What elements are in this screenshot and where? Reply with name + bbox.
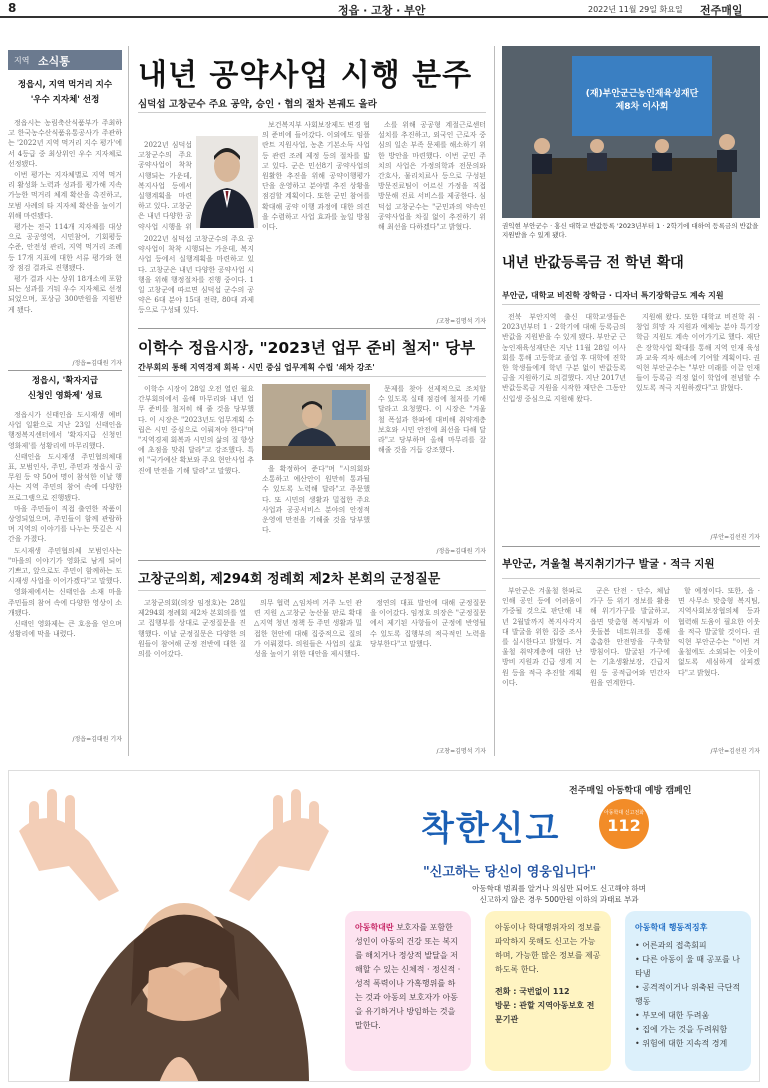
jeongeup-body-col1: 이학수 시장이 28일 오전 열린 월요 간부회의에서 올해 마무리와 내년 업무 준비를 철저히 해 줄 것을 당부했다. 이 시장은 "2023년도 업무계획 수립은 시민 중심으로 이뤄져야 한다"며 "지역경제 회복과 시민의 삶의 질 향상에 초점을 맞춰 달라"고 강조했다. 특히 "국가예산 확보와 주요 현안사업 추진에 만전을 기해 달라"고 말했다. <box>138 385 254 475</box>
sidebar-story2-body: 정읍시가 신태인읍 도시재생 예비사업 일환으로 지난 23일 신태인읍 행정복지센터에서 '확자지급 신청인 영화제'를 성황리에 마무리했다. 신태인읍 도시재생 주민협의체대표, 모범인사, 주민, 주민과 정읍시 공무원 등 약 50여 명이 참석한 이날 행사는 지역 주민의 참여 속에 다양한 프로그램으로 진행됐다. 마을 주민들이 직접 출연한 작품이 상영되었으며, 주민들이 함께 관람하며 지역의 이야기를 나누는 뜻깊은 시간을 가졌다. 도시재생 주민협의체 모범인사는 "마을의 이야기가 영화로 남게 되어 기쁘고, 앞으로도 주민이 함께하는 도시재생 사업을 이어가겠다"고 말했다. 영화제에서는 신태인읍 소재 마을 주민들의 참여 속에 다양한 영상이 소개됐다. 신태인 영화제는 큰 호응을 얻으며 성황리에 막을 내렸다. <box>8 411 122 639</box>
ad-box2-visit: 방문 : 관할 지역아동보호 전문기관 <box>495 1001 595 1024</box>
divider <box>502 304 760 305</box>
list-item: • 공격적이거나 위축된 극단적 행동 <box>635 983 741 1006</box>
jeongeup-mayor-photo <box>262 384 370 460</box>
ad-badge-caption: 아동학대 신고전화 <box>603 810 645 816</box>
gochang-body-col2: 보건복지부 사회보장제도 변경 협의 준비에 들어갔다. 이외에도 임플란트 지원사업, 농촌 기본소득 사업 등 관련 조례 제정 등의 절차를 밟고 있다. 군은 민선8기 공약사업의 원활한 추진을 위해 공약이행평가단을 운영하고 분야별 추진 상황을 점검할 계획이다. 또한 군민 참여를 확대해 공약 이행 과정에 대한 의견을 수렴하고 사업 효과를 높일 방침이다. <box>262 121 370 232</box>
buan2-body-col2: 군은 단전 · 단수, 체납 가구 등 위기 정보를 활용해 위기가구를 발굴하고, 읍면 맞춤형 복지팀과 이웃돌봄 네트워크를 통해 촘촘한 안전망을 구축할 방침이다. 발굴된 가구에는 기초생활보장, 긴급지원 등 공적급여와 민간자원을 연계한다. <box>590 587 670 687</box>
divider <box>138 590 486 591</box>
buan1-body-col2: 지원해 왔다. 또한 대학교 비진학 취 · 창업 희망 자 지원과 예체능 분야 특기장학금 지원도 계속 이어가기로 했다. 재단은 장학사업 확대를 통해 지역 인재 육성과 교육 격차 해소에 기여할 계획이다. 권익현 부안군수는 "부안 미래를 이끌 인재들이 등록금 걱정 없이 학업에 전념할 수 있도록 적극 지원하겠다"고 밝혔다. <box>636 313 760 393</box>
meeting-photo-icon <box>262 384 370 460</box>
council-body-col1: 고창군의회(의장 임정호)는 28일 제294회 정례회 제2차 본회의를 열고 집행부를 상대로 군정질문을 진행했다. 이날 군정질문은 다양한 의원들이 참여해 군정 전반에 대한 질의를 이어갔다. <box>138 599 246 659</box>
ad-box-signs <box>625 911 751 1071</box>
list-item: • 부모에 대한 두려움 <box>635 1011 710 1020</box>
council-body-col3: 정연의 대표 발언에 대해 군정질문을 이어갔다. 임정호 의장은 "군정질문에서 제기된 사항들이 군정에 반영될 수 있도록 집행부의 적극적인 노력을 당부한다"고 말했다. <box>370 599 486 648</box>
ad-badge-number: 112 <box>607 816 641 835</box>
ad-title: 착한신고 <box>421 809 561 849</box>
council-byline: /고창=김명석 기자 <box>436 748 486 755</box>
sidebar-story1-headline: 정읍시, 지역 먹거리 지수 '우수 지자체' 선정 <box>17 80 113 105</box>
portrait-icon <box>196 136 258 228</box>
jeongeup-body-col3: 문제를 찾아 선제적으로 조치할 수 있도록 실태 점검에 철저를 기해 달라고 요청했다. 이 시장은 "겨울철 폭설과 한파에 대비해 취약계층 보호와 시민 안전에 최선을 다해 달라"고 당부하며 올해 마무리를 잘 해줄 것을 거듭 강조했다. <box>378 385 486 455</box>
sidebar-tag <box>8 50 122 70</box>
page-number: 8 <box>8 1 17 15</box>
buan-photo-caption: 권익현 부안군수 · 홍신 대학교 반값등록 '2023년부터 1 · 2학기에 대하여 등록금의 반값을 지원받을 수 있게 됐다. <box>502 222 759 239</box>
ad-box-report <box>485 911 611 1071</box>
ad-box2-text: 아동이나 학대행위자의 정보를 파악하지 못해도 신고는 가능하며, 가능한 많은 정보를 제공하도록 한다. <box>495 923 601 974</box>
sidebar-tag-title: 소식통 <box>38 55 70 68</box>
list-item: • 어른과의 접촉회피 <box>635 941 707 950</box>
section-title: 정읍 · 고창 · 부안 <box>338 4 426 17</box>
divider <box>8 370 122 371</box>
gochang-governor-photo <box>196 136 258 228</box>
photo-sign-text: (재)부안군근농인재육성재단 제8차 이사회 <box>585 89 699 112</box>
buan2-body-col3: 할 예정이다. 또한, 읍 · 면 사무소 맞춤형 복지팀, 지역사회보장협의체 등과 협력해 도움이 필요한 이웃을 적극 발굴할 것이다. 권익현 부안군수는 "이번 겨울철에도 소외되는 이웃이 없도록 세심하게 살피겠다"고 밝혔다. <box>678 587 760 677</box>
ad-112-badge <box>599 799 649 849</box>
buan1-subhead: 부안군, 대학교 비진학 장학금 · 디자너 특기장학금도 계속 지원 <box>502 291 724 300</box>
ad-signs-list <box>635 939 741 1051</box>
jeongeup-subhead: 간부회의 통해 지역경제 회복 · 시민 중심 업무계획 수립 '쇄차 강조' <box>138 363 375 372</box>
ad-box1-text: 보호자를 포함한 성인이 아동의 건강 또는 복지를 해치거나 정상적 발달을 저해할 수 있는 신체적 · 정신적 · 성적 폭력이나 가혹행위를 하는 것과 아동의 보호자가 아동을 유기하거나 방임하는 것을 말한다. <box>355 923 461 1030</box>
newspaper-name: 전주매일 <box>700 4 743 17</box>
divider <box>138 112 486 113</box>
ad-campaign-label: 전주매일 아동학대 예방 캠페인 <box>569 786 692 796</box>
gochang-body-lead: 2022년 심덕섭 고창군수의 주요 공약사업이 착착 시행되는 가운데, 복지사업 등에서 실행계획을 마련하고 있다. 고창군은 내년 다양한 공약사업 시행을 위 <box>138 141 192 231</box>
ad-box2-call: 전화 : 국번없이 112 <box>495 987 570 996</box>
sidebar-story1-body: 정읍시는 농림축산식품부가 주최하고 한국농수산식품유통공사가 주관하는 '2022년 지역 먹거리 지수 평가'에서 4등급 중 최상위인 우수 지자체로 선정됐다. 이번 평가는 지자체별로 지역 먹거리 활성화 노력과 성과를 평가해 지속가능한 먹거리 체계 확산을 촉진하고, 모범 사례의 타 지자체 확산을 높이기 위해 마련됐다. 평가는 전국 114개 지자체를 대상으로 공공영역, 시민참여, 기회평등 수준, 안전성 관리, 지역 먹거리 조례 등 17개 지표에 대한 서류 평가와 현장 점검 결과로 진행됐다. 평가 결과 시는 상위 18개소에 포함되는 성과를 거둬 우수 지자체로 선정되었으며, 포상금 300만원을 지원받게 됐다. <box>8 119 122 314</box>
buan1-body-col1: 전북 부안지역 출신 대학교생들은 2023년부터 1 · 2학기에 대해 등록금의 반값을 지원받을 수 있게 됐다. 부안군 근농인재육성재단은 지난 11월 28일 이사회를 통해 고등학교 졸업 후 대학에 진학한 학생들에게 학년 구분 없이 반값등록금을 지원하기로 의결했다. 지난 2017년 반값등록금 지원을 시작한 재단은 그동안 신입생 중심으로 지원해 왔다. <box>502 313 626 403</box>
ad-box-definition <box>345 911 471 1071</box>
crying-child-illustration-icon <box>9 771 339 1082</box>
divider <box>502 578 760 579</box>
sidebar-tag-area: 지역 <box>14 56 30 65</box>
gochang-subhead: 심덕섭 고창군수 주요 공약, 승인 · 협의 절차 본궤도 올라 <box>138 99 377 110</box>
jeongeup-headline: 이학수 정읍시장, "2023년 업무 준비 철저" 당부 <box>138 339 476 357</box>
page-header <box>0 0 768 18</box>
buan1-headline: 내년 반값등록금 전 학년 확대 <box>502 255 684 271</box>
buan2-body-col1: 부안군은 겨울철 한파로 인해 공인 등에 어려움이 가중될 것으로 판단해 내년 2월말까지 복지사각지대 발굴을 위한 집중 조사를 실시한다고 밝혔다. 겨울철 취약계층에 대한 난방비 지원과 긴급 생계 지원 등을 적극 추진할 계획이다. <box>502 587 582 687</box>
list-item: • 집에 가는 것을 두려워함 <box>635 1025 728 1034</box>
council-body-col2: 의무 협력 △임차비 거주 노인 관련 지원 △고창군 농산물 판로 확대 △지역 청년 정책 등 주민 생활과 밀접한 현안에 대해 집중적으로 질의가 이뤄졌다. 의원들은 사업의 실효성을 높이기 위한 대안을 제시했다. <box>254 599 362 659</box>
list-item: • 위험에 대한 지속적 경계 <box>635 1039 728 1048</box>
sidebar-story1-byline: /정읍=김대원 기자 <box>72 360 122 367</box>
jeongeup-body-col2: 을 확정하여 준다"며 "시의회와 소통하고 예산안이 원만히 통과될 수 있도록 노력해 달라"고 주문했다. 또 시민의 생활과 밀접한 주요 사업과 공공서비스 분야의 안정적 운영에 만전을 기해줄 것을 당부했다. <box>262 465 370 535</box>
column-divider <box>494 46 495 756</box>
sidebar-story2-byline: /정읍=김대원 기자 <box>72 736 122 743</box>
ad-description: 아동학대 범죄를 알거나 의심만 되어도 신고해야 하며 신고하지 않은 경우 500만원 이하의 과태료 부과 <box>472 884 646 904</box>
buan2-headline: 부안군, 겨울철 복지취기가구 발굴 · 적극 지원 <box>502 558 715 570</box>
sidebar-story2-headline: 정읍시, '확자지급 신청인 영화제' 성료 <box>27 376 103 401</box>
column-divider <box>128 46 129 756</box>
ad-box3-title: 아동학대 행동적징후 <box>635 923 708 932</box>
divider <box>502 546 760 547</box>
divider <box>138 376 486 377</box>
ad-box1-title: 아동학대란 <box>355 923 394 932</box>
buan1-byline: /부안=김선진 기자 <box>710 534 760 541</box>
gochang-body-col3: 소를 위해 공공형 계절근로센터 설치를 추진하고, 외국인 근로자 중심의 일손 부족 문제를 해소하기 위한 방안을 마련했다. 이번 군민 주치의 사업은 가정의학과 전문의와 간호사, 물리치료사 등으로 구성된 방문진료팀이 어르신 가정을 직접 방문해 진료 서비스를 제공한다. 심덕섭 고창군수는 "군민과의 약속인 공약사업을 차질 없이 추진하기 위해 최선을 다하겠다"고 밝혔다. <box>378 121 486 232</box>
jeongeup-byline: /정읍=김대원 기자 <box>436 548 486 555</box>
gochang-body-col1: 2022년 심덕섭 고창군수의 주요 공약사업이 착착 시행되는 가운데, 복지사업 등에서 실행계획을 마련하고 있다. 고창군은 내년 다양한 공약사업 시행을 위해 행정절차를 진행 중이다. 1일 고창군에 따르면 심덕섭 군수의 공약은 6대 분야 15대 전략, 80대 과제 등으로 구성돼 있다. <box>138 235 254 314</box>
buan-board-photo <box>502 46 760 218</box>
ad-slogan: "신고하는 당신이 영웅입니다" <box>423 865 597 880</box>
child-abuse-campaign-ad <box>8 770 760 1082</box>
divider <box>138 328 486 329</box>
meeting-room-icon <box>502 46 760 218</box>
gochang-byline: /고창=김명석 기자 <box>436 318 486 325</box>
divider <box>138 560 486 561</box>
issue-date: 2022년 11월 29일 화요일 <box>588 5 683 14</box>
list-item: • 다른 아동이 울 때 공포를 나타냄 <box>635 955 740 978</box>
gochang-headline: 내년 공약사업 시행 분주 <box>138 58 473 93</box>
buan2-byline: /부안=김선진 기자 <box>710 748 760 755</box>
council-headline: 고창군의회, 제294회 정례회 제2차 본회의 군정질문 <box>138 572 441 587</box>
